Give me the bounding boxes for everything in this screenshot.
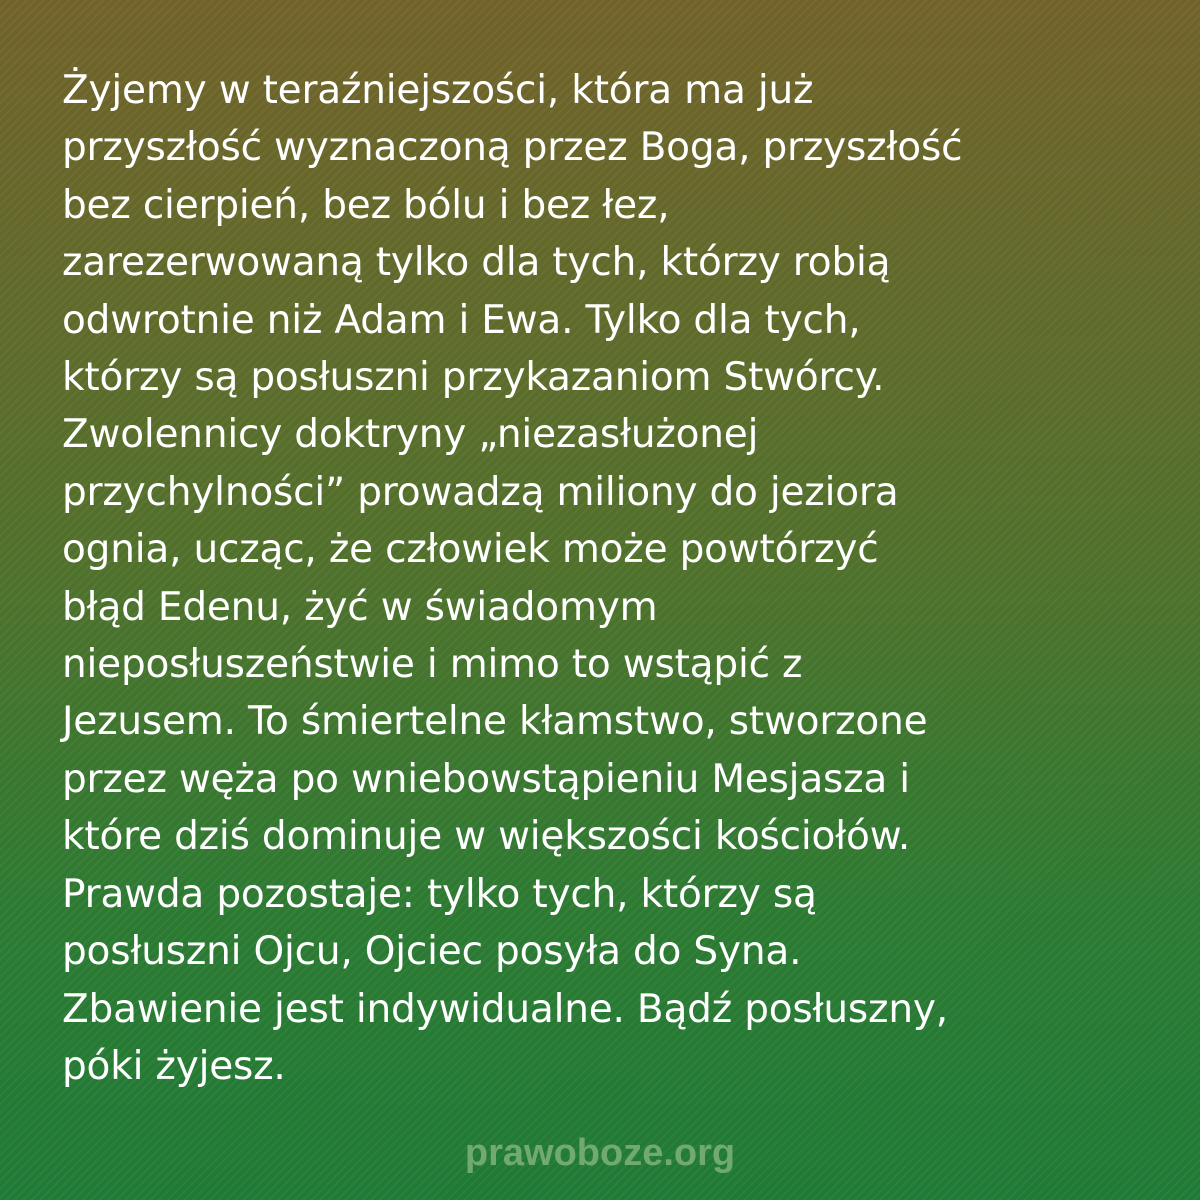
quote-line: Zwolennicy doktryny „niezasłużonej: [62, 412, 759, 458]
quote-line: Jezusem. To śmiertelne kłamstwo, stworzone: [62, 699, 928, 745]
quote-line: przychylności” prowadzą miliony do jeziora: [62, 469, 899, 515]
quote-line: błąd Edenu, żyć w świadomym: [62, 584, 658, 630]
quote-line: którzy są posłuszni przykazaniom Stwórcy.: [62, 355, 885, 401]
quote-text: [62, 62, 1152, 1095]
quote-line: przyszłość wyznaczoną przez Boga, przyszłość: [62, 125, 963, 171]
quote-line: posłuszni Ojcu, Ojciec posyła do Syna.: [62, 929, 802, 975]
quote-line: bez cierpień, bez bólu i bez łez,: [62, 182, 670, 228]
quote-line: Zbawienie jest indywidualne. Bądź posłuszny,: [62, 986, 948, 1032]
quote-line: zarezerwowaną tylko dla tych, którzy robią: [62, 240, 891, 286]
quote-line: póki żyjesz.: [62, 1043, 286, 1089]
quote-line: odwrotnie niż Adam i Ewa. Tylko dla tych,: [62, 297, 861, 343]
quote-line: które dziś dominuje w większości kościołów.: [62, 814, 911, 860]
quote-line: Żyjemy w teraźniejszości, która ma już: [62, 68, 814, 113]
site-watermark: prawoboze.org: [464, 1132, 736, 1174]
quote-line: nieposłuszeństwie i mimo to wstąpić z: [62, 642, 803, 688]
quote-line: ognia, ucząc, że człowiek może powtórzyć: [62, 527, 879, 573]
quote-line: przez węża po wniebowstąpieniu Mesjasza i: [62, 756, 910, 802]
quote-line: Prawda pozostaje: tylko tych, którzy są: [62, 871, 817, 917]
